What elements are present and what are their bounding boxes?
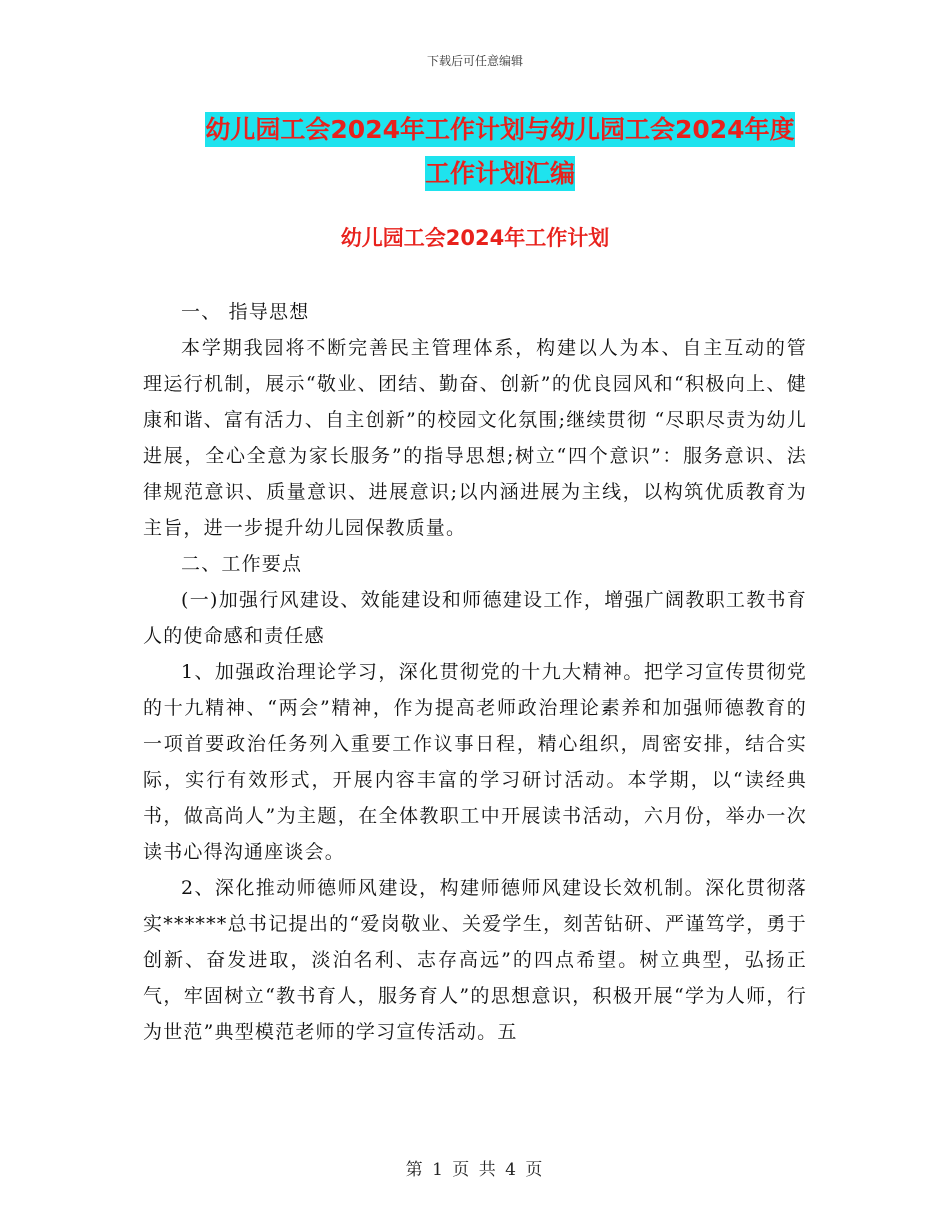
heading-work-points: 二、工作要点 — [181, 553, 303, 575]
page-number: 第 1 页 共 4 页 — [405, 1160, 545, 1180]
page-header-note: 下载后可任意编辑 — [426, 54, 523, 68]
document-body — [143, 294, 807, 1050]
paragraph-item-2: 2、深化推动师德师风建设，构建师德师风建设长效机制。深化贯彻落实******总书记提出的“爱岗敬业、关爱学生，刻苦钻研、严谨笃学，勇于创新、奋发进取，淡泊名利、志存高远”的四点希望。树立典型，弘扬正气，牢固树立“教书育人，服务育人”的思想意识，积极开展“学为人师，行为世范”典型模范老师的学习宣传活动。五 — [143, 877, 807, 1043]
document-title-line-1: 幼儿园工会2024年工作计划与幼儿园工会2024年度 — [205, 112, 794, 147]
document-title-line-2: 工作计划汇编 — [425, 156, 575, 191]
paragraph-guiding-thought: 本学期我园将不断完善民主管理体系，构建以人为本、自主互动的管理运行机制，展示“敬业、团结、勤奋、创新”的优良园风和“积极向上、健康和谐、富有活力、自主创新”的校园文化氛围;继续贯彻 “尽职尽责为幼儿进展，全心全意为家长服务”的指导思想;树立“四个意识”：服务意识、法律规范意识、质量意识、进展意识;以内涵进展为主线，以构筑优质教育为主旨，进一步提升幼儿园保教质量。 — [143, 337, 807, 539]
paragraph-item-1: 1、加强政治理论学习，深化贯彻党的十九大精神。把学习宣传贯彻党的十九精神、“两会”精神，作为提高老师政治理论素养和加强师德教育的一项首要政治任务列入重要工作议事日程，精心组织，周密安排，结合实际，实行有效形式，开展内容丰富的学习研讨活动。本学期，以“读经典书，做高尚人”为主题，在全体教职工中开展读书活动，六月份，举办一次读书心得沟通座谈会。 — [143, 661, 807, 863]
heading-guiding-thought: 一、 指导思想 — [181, 301, 310, 323]
document-title — [150, 108, 850, 196]
section-title: 幼儿园工会2024年工作计划 — [340, 226, 610, 250]
subheading-ethics-building: (一)加强行风建设、效能建设和师德建设工作，增强广阔教职工教书育人的使命感和责任感 — [143, 589, 807, 647]
